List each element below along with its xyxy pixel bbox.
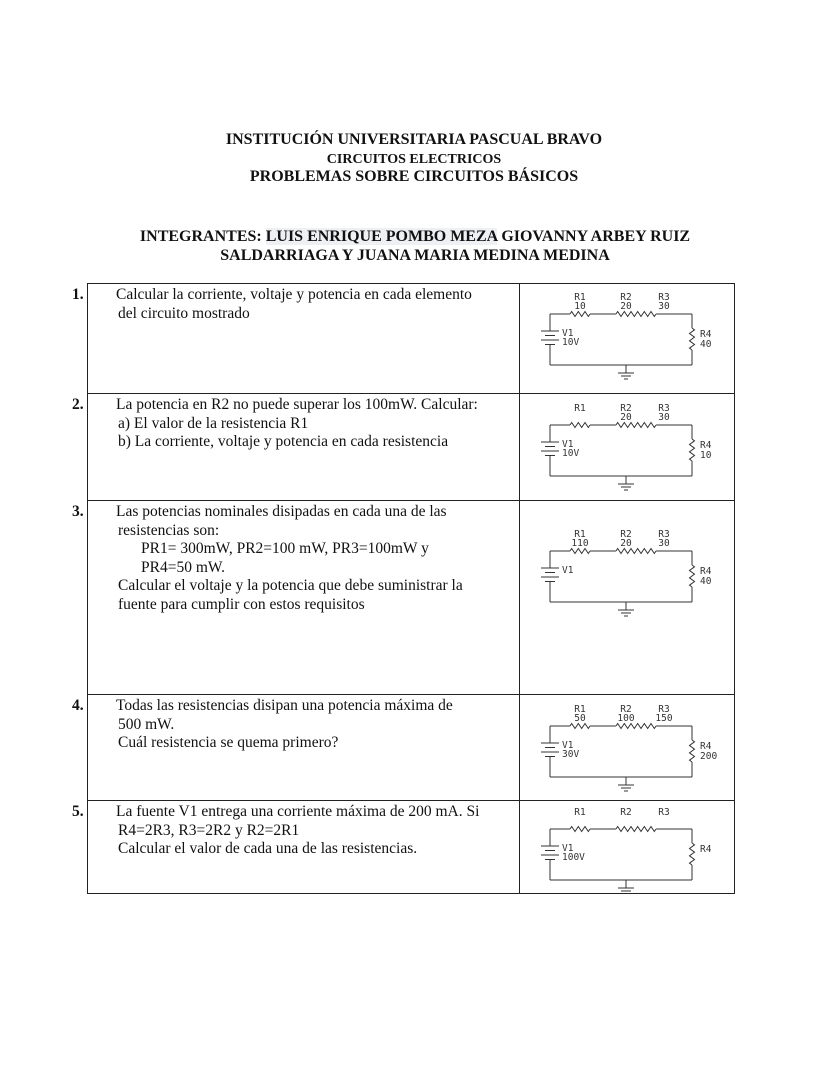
resistor-r4-symbol (690, 740, 695, 762)
resistor-r4-symbol (690, 439, 695, 461)
r2-value: 20 (620, 301, 632, 312)
course-title: CIRCUITOS ELECTRICOS (326, 152, 502, 167)
r1-label: R1 (574, 529, 586, 540)
v1-value: 100V (562, 852, 585, 863)
team-member-highlighted: LUIS ENRIQUE POMBO MEZA (265, 228, 498, 245)
r3-value: 30 (658, 301, 670, 312)
v1-label: V1 (562, 740, 574, 751)
institution-title: INSTITUCIÓN UNIVERSITARIA PASCUAL BRAVO (225, 131, 603, 148)
r2-label: R2 (620, 292, 632, 303)
r4-label: R4 (700, 566, 712, 577)
resistor-r1-symbol (570, 423, 590, 428)
r1-label: R1 (574, 403, 586, 414)
problem-row (88, 501, 735, 695)
resistor-r3-symbol (636, 423, 656, 428)
problem-number: 3. (72, 503, 84, 520)
problem-number: 1. (72, 286, 84, 303)
v1-label: V1 (562, 328, 574, 339)
circuit-diagram (520, 284, 734, 392)
r4-label: R4 (700, 844, 712, 855)
circuit-diagram (520, 394, 734, 499)
problem-number: 4. (72, 697, 84, 714)
problems-table (72, 283, 735, 894)
resistor-r3-symbol (636, 724, 656, 729)
resistor-r2-symbol (616, 423, 636, 428)
problem-text: 1. Calcular la corriente, voltaje y potencia en cada elemento del circuito mostrado (88, 284, 520, 394)
r2-label: R2 (620, 807, 632, 818)
r4-value: 10 (700, 450, 712, 461)
r2-label: R2 (620, 704, 632, 715)
r4-value: 40 (700, 339, 712, 350)
resistor-r3-symbol (636, 312, 656, 317)
r2-value: 100 (617, 713, 635, 724)
circuit-figure (520, 501, 735, 695)
r3-label: R3 (658, 403, 670, 414)
resistor-r1-symbol (570, 827, 590, 832)
problem-row (88, 394, 735, 501)
r1-label: R1 (574, 704, 586, 715)
problem-row (88, 695, 735, 801)
v1-value: 10V (562, 448, 580, 459)
r2-label: R2 (620, 529, 632, 540)
circuit-figure (520, 801, 735, 894)
resistor-r2-symbol (616, 549, 636, 554)
resistor-r2-symbol (616, 724, 636, 729)
resistor-r1-symbol (570, 549, 590, 554)
problem-text: 5. La fuente V1 entrega una corriente máxima de 200 mA. Si R4=2R3, R3=2R2 y R2=2R1 Calcular el valor de cada una de las resistencias. (88, 801, 520, 894)
problem-text: 4. Todas las resistencias disipan una potencia máxima de 500 mW. Cuál resistencia se quema primero? (88, 695, 520, 801)
v1-label: V1 (562, 565, 574, 576)
r4-label: R4 (700, 741, 712, 752)
r1-value: 10 (574, 301, 586, 312)
r3-value: 150 (655, 713, 673, 724)
team-members (120, 227, 710, 265)
resistor-r4-symbol (690, 328, 695, 350)
resistor-r1-symbol (570, 724, 590, 729)
problem-row (88, 284, 735, 394)
team-label: INTEGRANTES: (139, 228, 262, 245)
resistor-r2-symbol (616, 827, 636, 832)
document-title: PROBLEMAS SOBRE CIRCUITOS BÁSICOS (249, 168, 579, 185)
r3-label: R3 (658, 704, 670, 715)
problem-number: 5. (72, 803, 84, 820)
problem-row (88, 801, 735, 894)
v1-value: 30V (562, 749, 580, 760)
problem-text: 3. Las potencias nominales disipadas en cada una de las resistencias son: PR1= 300mW, PR2=100 mW, PR3=100mW y PR4=50 mW. Calcular el voltaje y la potencia que debe suministrar la fuente para cumplir con estos requisitos (88, 501, 520, 695)
r4-label: R4 (700, 329, 712, 340)
r3-label: R3 (658, 807, 670, 818)
r2-value: 20 (620, 538, 632, 549)
r1-value: 50 (574, 713, 586, 724)
r3-label: R3 (658, 292, 670, 303)
circuit-diagram (520, 801, 734, 892)
resistor-r3-symbol (636, 549, 656, 554)
resistor-r4-symbol (690, 565, 695, 587)
circuit-figure (520, 284, 735, 394)
v1-value: 10V (562, 337, 580, 348)
v1-label: V1 (562, 439, 574, 450)
r2-label: R2 (620, 403, 632, 414)
circuit-figure (520, 394, 735, 501)
circuit-diagram (520, 501, 734, 693)
resistor-r2-symbol (616, 312, 636, 317)
resistor-r4-symbol (690, 843, 695, 865)
resistor-r3-symbol (636, 827, 656, 832)
r3-value: 30 (658, 412, 670, 423)
r1-label: R1 (574, 807, 586, 818)
resistor-r1-symbol (570, 312, 590, 317)
problem-number: 2. (72, 396, 84, 413)
r4-value: 40 (700, 576, 712, 587)
r1-label: R1 (574, 292, 586, 303)
r4-value: 200 (700, 751, 718, 762)
r3-label: R3 (658, 529, 670, 540)
v1-label: V1 (562, 843, 574, 854)
problem-text: 2. La potencia en R2 no puede superar los 100mW. Calcular: a) El valor de la resistencia R1 b) La corriente, voltaje y potencia en cada resistencia (88, 394, 520, 501)
circuit-figure (520, 695, 735, 801)
r2-value: 20 (620, 412, 632, 423)
team-members-rest: GIOVANNY ARBEY RUIZ SALDARRIAGA Y JUANA MARIA MEDINA MEDINA (220, 228, 691, 264)
r4-label: R4 (700, 440, 712, 451)
circuit-diagram (520, 695, 734, 799)
r1-value: 110 (571, 538, 589, 549)
r3-value: 30 (658, 538, 670, 549)
